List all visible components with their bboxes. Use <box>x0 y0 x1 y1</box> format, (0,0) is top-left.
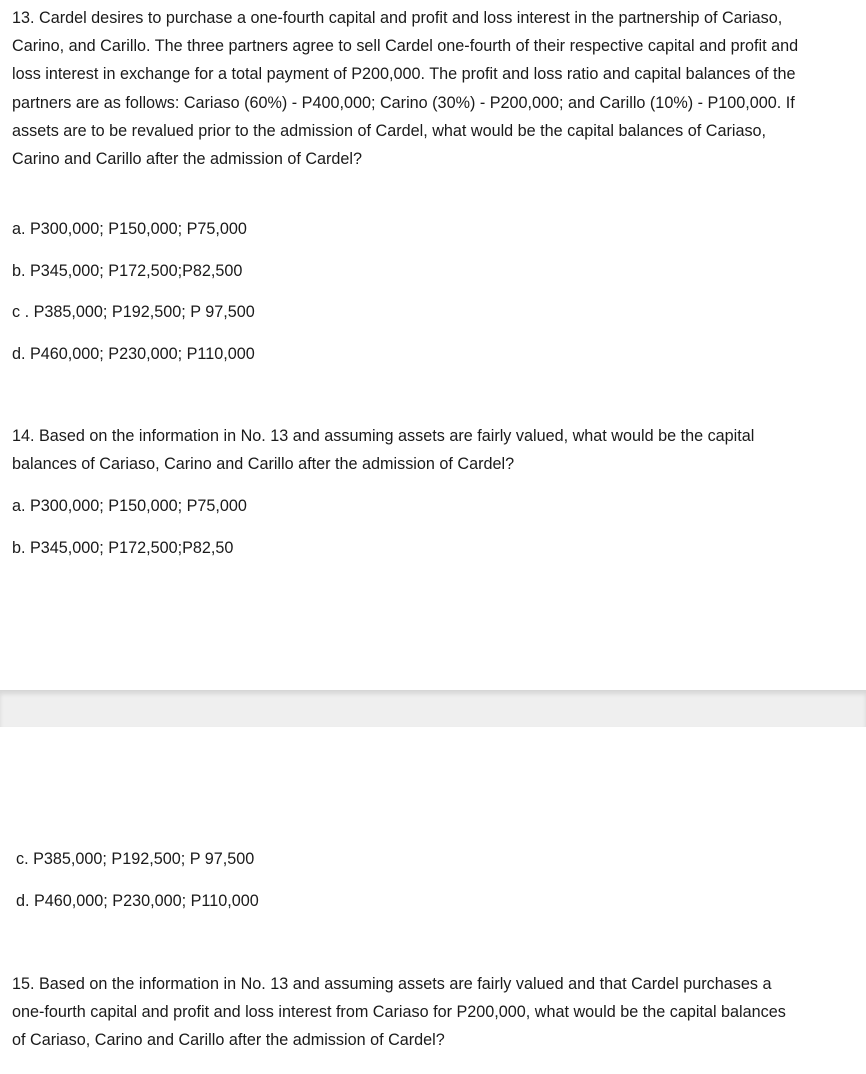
question-13-option-c: c . P385,000; P192,500; P 97,500 <box>12 303 255 321</box>
question-13-option-a: a. P300,000; P150,000; P75,000 <box>12 220 247 238</box>
question-14-option-d: d. P460,000; P230,000; P110,000 <box>16 892 259 910</box>
page-bottom <box>0 727 866 1074</box>
question-14-option-c: c. P385,000; P192,500; P 97,500 <box>16 850 255 868</box>
question-13-text: 13. Cardel desires to purchase a one-fourth capital and profit and loss interest in the partnership of Cariaso, Carino, and Carillo. The three partners agree to sell Cardel one-fourth of their respective capital and profit and loss interest in exchange for a total payment of P200,000. The profit and loss ratio and capital balances of the partners are as follows: Cariaso (60%) - P400,000; Carino (30%) - P200,000; and Carillo (10%) - P100,000. If assets are to be revalued prior to the admission of Cardel, what would be the capital balances of Cariaso, Carino and Carillo after the admission of Cardel? <box>12 9 799 169</box>
question-15-text: 15. Based on the information in No. 13 and assuming assets are fairly valued and that Cardel purchases a one-fourth capital and profit and loss interest from Cariaso for P200,000, what would be the capital balances of Cariaso, Carino and Carillo after the admission of Cardel? <box>12 975 786 1050</box>
question-13-option-d: d. P460,000; P230,000; P110,000 <box>12 345 255 363</box>
question-14-option-b: b. P345,000; P172,500;P82,50 <box>12 539 234 557</box>
page-break-divider <box>0 690 866 728</box>
question-14-option-a: a. P300,000; P150,000; P75,000 <box>12 497 247 515</box>
question-14-text: 14. Based on the information in No. 13 and assuming assets are fairly valued, what would be the capital balances of Cariaso, Carino and Carillo after the admission of Cardel? <box>12 427 755 474</box>
question-13-option-b: b. P345,000; P172,500;P82,500 <box>12 262 243 280</box>
